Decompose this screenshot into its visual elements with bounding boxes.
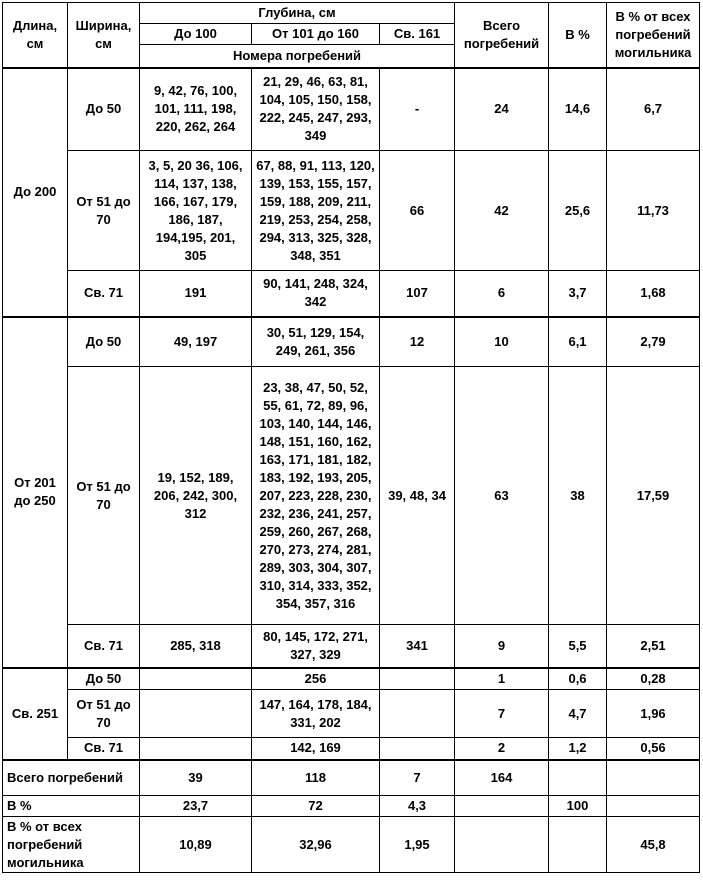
length-cell: Св. 251	[3, 668, 68, 760]
percent-cell: 6,1	[549, 317, 607, 367]
burials-depth-2: 23, 38, 47, 50, 52, 55, 61, 72, 89, 96, 103, 140, 144, 146, 148, 151, 160, 162, 163, 171, 181, 182, 183, 192, 193, 205, 207, 223, 228, 230, 232, 236, 241, 257, 259, 260, 267, 268, 270, 273, 274, 281, 289, 303, 304, 307, 310, 314, 333, 352, 354, 357, 316	[252, 367, 380, 625]
width-cell: До 50	[68, 68, 140, 151]
header-width: Ширина, см	[68, 3, 140, 68]
percent-cell: 0,6	[549, 668, 607, 690]
header-depth-col-3: Св. 161	[380, 24, 455, 45]
footer-depth-3: 4,3	[380, 796, 455, 817]
percent-all-cell: 0,56	[607, 738, 700, 760]
burials-depth-2: 67, 88, 91, 113, 120, 139, 153, 155, 157, 159, 188, 209, 211, 219, 253, 254, 258, 294, 313, 325, 328, 348, 351	[252, 151, 380, 271]
percent-cell: 1,2	[549, 738, 607, 760]
width-cell: До 50	[68, 317, 140, 367]
footer-percent: 100	[549, 796, 607, 817]
total-cell: 63	[455, 367, 549, 625]
burials-depth-3: 107	[380, 271, 455, 317]
footer-total	[455, 817, 549, 873]
header-percent-all: В % от всех погребений могильника	[607, 3, 700, 68]
percent-cell: 14,6	[549, 68, 607, 151]
width-cell: Св. 71	[68, 738, 140, 760]
percent-cell: 3,7	[549, 271, 607, 317]
header-depth: Глубина, см	[140, 3, 455, 24]
total-cell: 9	[455, 625, 549, 668]
total-cell: 10	[455, 317, 549, 367]
total-cell: 24	[455, 68, 549, 151]
footer-percent	[549, 817, 607, 873]
footer-depth-1: 10,89	[140, 817, 252, 873]
total-cell: 6	[455, 271, 549, 317]
percent-all-cell: 1,68	[607, 271, 700, 317]
footer-depth-3: 7	[380, 760, 455, 796]
footer-label-total: Всего погребений	[3, 760, 140, 796]
percent-cell: 4,7	[549, 690, 607, 738]
width-cell: От 51 до 70	[68, 367, 140, 625]
footer-depth-2: 118	[252, 760, 380, 796]
footer-percent-all	[607, 760, 700, 796]
burials-depth-1: 285, 318	[140, 625, 252, 668]
percent-cell: 5,5	[549, 625, 607, 668]
burials-depth-3: -	[380, 68, 455, 151]
burials-depth-2: 256	[252, 668, 380, 690]
percent-all-cell: 2,79	[607, 317, 700, 367]
header-percent: В %	[549, 3, 607, 68]
burials-depth-3	[380, 668, 455, 690]
burials-depth-1: 9, 42, 76, 100, 101, 111, 198, 220, 262, 264	[140, 68, 252, 151]
burials-depth-1	[140, 668, 252, 690]
total-cell: 1	[455, 668, 549, 690]
total-cell: 2	[455, 738, 549, 760]
percent-all-cell: 1,96	[607, 690, 700, 738]
length-cell: От 201 до 250	[3, 317, 68, 668]
footer-depth-2: 72	[252, 796, 380, 817]
burials-depth-2: 147, 164, 178, 184, 331, 202	[252, 690, 380, 738]
burials-depth-1	[140, 690, 252, 738]
burials-depth-1: 191	[140, 271, 252, 317]
footer-depth-1: 23,7	[140, 796, 252, 817]
burials-depth-1: 49, 197	[140, 317, 252, 367]
percent-all-cell: 6,7	[607, 68, 700, 151]
percent-all-cell: 2,51	[607, 625, 700, 668]
footer-label-percent: В %	[3, 796, 140, 817]
burials-depth-2: 21, 29, 46, 63, 81, 104, 105, 150, 158, 222, 245, 247, 293, 349	[252, 68, 380, 151]
percent-cell: 38	[549, 367, 607, 625]
footer-depth-3: 1,95	[380, 817, 455, 873]
footer-total	[455, 796, 549, 817]
header-depth-col-1: До 100	[140, 24, 252, 45]
footer-percent	[549, 760, 607, 796]
header-burial-numbers: Номера погребений	[140, 45, 455, 68]
percent-cell: 25,6	[549, 151, 607, 271]
header-length: Длина, см	[3, 3, 68, 68]
burials-depth-1	[140, 738, 252, 760]
percent-all-cell: 0,28	[607, 668, 700, 690]
total-cell: 42	[455, 151, 549, 271]
total-cell: 7	[455, 690, 549, 738]
burials-depth-3: 341	[380, 625, 455, 668]
burials-depth-3: 12	[380, 317, 455, 367]
header-depth-col-2: От 101 до 160	[252, 24, 380, 45]
burials-depth-2: 142, 169	[252, 738, 380, 760]
width-cell: Св. 71	[68, 625, 140, 668]
width-cell: Св. 71	[68, 271, 140, 317]
burials-depth-3: 66	[380, 151, 455, 271]
footer-total: 164	[455, 760, 549, 796]
burials-depth-2: 90, 141, 248, 324, 342	[252, 271, 380, 317]
burials-depth-1: 19, 152, 189, 206, 242, 300, 312	[140, 367, 252, 625]
footer-percent-all: 45,8	[607, 817, 700, 873]
footer-label-percent-all: В % от всех погребений могильника	[3, 817, 140, 873]
burials-depth-3: 39, 48, 34	[380, 367, 455, 625]
header-total: Всего погребений	[455, 3, 549, 68]
footer-depth-2: 32,96	[252, 817, 380, 873]
percent-all-cell: 11,73	[607, 151, 700, 271]
burials-depth-3	[380, 738, 455, 760]
footer-percent-all	[607, 796, 700, 817]
burials-depth-1: 3, 5, 20 36, 106, 114, 137, 138, 166, 167, 179, 186, 187, 194,195, 201, 305	[140, 151, 252, 271]
burials-table	[2, 2, 700, 873]
width-cell: От 51 до 70	[68, 690, 140, 738]
percent-all-cell: 17,59	[607, 367, 700, 625]
burials-depth-2: 80, 145, 172, 271, 327, 329	[252, 625, 380, 668]
width-cell: До 50	[68, 668, 140, 690]
burials-depth-2: 30, 51, 129, 154, 249, 261, 356	[252, 317, 380, 367]
length-cell: До 200	[3, 68, 68, 317]
footer-depth-1: 39	[140, 760, 252, 796]
width-cell: От 51 до 70	[68, 151, 140, 271]
burials-depth-3	[380, 690, 455, 738]
